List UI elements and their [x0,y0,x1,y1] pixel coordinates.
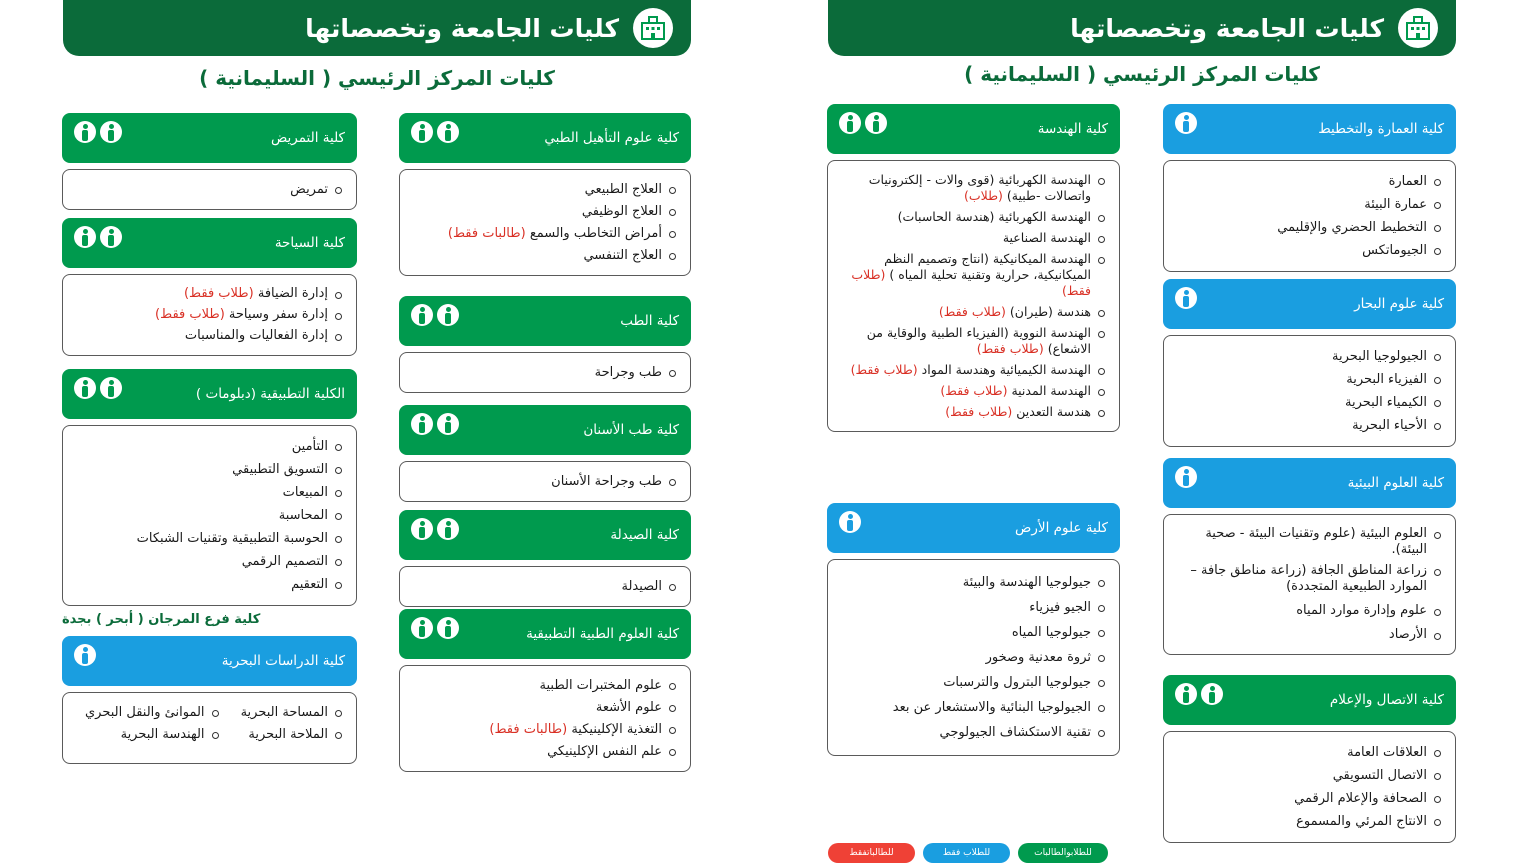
list-item: علوم المختبرات الطبية [408,677,676,694]
list-item: المساحة البحرية [241,704,342,721]
list-item: الأرصاد [1172,627,1441,643]
list-item: هندسة التعدين (طلاب فقط) [836,404,1105,420]
list-item: المحاسبة [71,507,342,524]
audience-both-icon [411,121,459,143]
college-card [62,218,357,356]
list-item: العلوم البيئية (علوم وتقنيات البيئة - صحية البيئة). [1172,526,1441,558]
audience-male-icon [1175,287,1197,309]
college-name: كلية العلوم البيئية [1347,475,1444,491]
list-item: الجيو فيزياء [836,599,1105,616]
college-name: كلية الصيدلة [610,527,679,543]
list-item: جيولوجيا البترول والترسبات [836,674,1105,691]
college-name: كلية الطب [620,313,679,329]
college-card [399,296,691,393]
list-item: طب وجراحة الأسنان [408,473,676,490]
list-item: التسويق التطبيقي [71,461,342,478]
list-item: الهندسة الصناعية [836,230,1105,246]
list-item: التصميم الرقمي [71,553,342,570]
college-card [1163,279,1456,447]
legend-both: للطلابوالطالبات [1018,843,1108,863]
list-item: عمارة البيئة [1172,196,1441,213]
college-card [399,510,691,607]
list-item: إدارة الضيافة (طلاب فقط) [71,286,342,302]
college-name: كلية العمارة والتخطيط [1318,121,1444,137]
list-item: تقنية الاستكشاف الجيولوجي [836,724,1105,741]
list-item: الهندسة المدنية (طلاب فقط) [836,383,1105,399]
list-item: الهندسة البحرية [85,726,219,743]
list-item: إدارة الفعاليات والمناسبات [71,328,342,344]
list-item: الكيمياء البحرية [1172,394,1441,411]
audience-legend [828,843,1108,863]
audience-both-icon [411,518,459,540]
college-card [62,113,357,210]
list-item: الاتصال التسويقي [1172,767,1441,784]
list-item: الموانئ والنقل البحري [85,704,219,721]
list-item: الصيدلة [408,578,676,595]
banner-title: كليات الجامعة وتخصصاتها [1070,13,1384,43]
list-item: أمراض التخاطب والسمع (طالبات فقط) [408,225,676,242]
campus-title: كليات المركز الرئيسي ( السليمانية ) [199,66,555,90]
list-item: الهندسة الكهربائية (قوى والات - إلكترونيات واتصالات -طبية) (طلاب) [836,172,1105,204]
list-item: جيولوجيا الهندسة والبيئة [836,574,1105,591]
branch-title: كلية فرع المرجان ( أبحر ) بجدة [62,612,261,627]
list-item: زراعة المناطق الجافة (زراعة مناطق جافة – الموارد الطبيعية المتجددة) [1172,563,1441,595]
list-item: طب وجراحة [408,364,676,381]
college-card [1163,458,1456,655]
college-card [399,609,691,772]
list-item: التخطيط الحضري والإقليمي [1172,219,1441,236]
college-name: كلية العلوم الطبية التطبيقية [526,626,679,642]
list-item: العلاج الوظيفي [408,203,676,220]
audience-male-icon [839,511,861,533]
list-item: تمريض [71,181,342,198]
list-item: ثروة معدنية وصخور [836,649,1105,666]
audience-male-icon [1175,112,1197,134]
college-name: كلية التمريض [271,130,345,146]
college-card [62,369,357,606]
list-item: إدارة سفر وسياحة (طلاب فقط) [71,307,342,323]
list-item: العلاج التنفسي [408,247,676,264]
banner-title: كليات الجامعة وتخصصاتها [305,13,619,43]
list-item: الهندسة الكهربائية (هندسة الحاسبات) [836,209,1105,225]
list-item: جيولوجيا المياه [836,624,1105,641]
audience-both-icon [74,377,122,399]
college-name: كلية علوم البحار [1354,296,1444,312]
audience-both-icon [74,226,122,248]
college-card [827,503,1120,756]
audience-male-icon [1175,466,1197,488]
list-item: الملاحة البحرية [241,726,342,743]
college-name: كلية الاتصال والإعلام [1329,692,1444,708]
list-item: الفيزياء البحرية [1172,371,1441,388]
college-card [399,405,691,502]
list-item: الهندسة الميكانيكية (انتاج وتصميم النظم الميكانيكية، حرارية وتقنية تحلية المياه ) (طلاب فقط) [836,251,1105,299]
college-name: الكلية التطبيقية (دبلومات ) [195,386,345,402]
list-item: علوم الأشعة [408,699,676,716]
audience-male-icon [74,644,96,666]
college-name: كلية الدراسات البحرية [221,653,345,669]
list-item: العلاقات العامة [1172,744,1441,761]
college-name: كلية علوم الأرض [1015,520,1108,536]
college-name: كلية الهندسة [1037,121,1108,137]
audience-both-icon [1175,683,1223,705]
list-item: الحوسبة التطبيقية وتقنيات الشبكات [71,530,342,547]
campus-title: كليات المركز الرئيسي ( السليمانية ) [964,62,1320,86]
list-item: العلاج الطبيعي [408,181,676,198]
audience-both-icon [839,112,887,134]
list-item: علم النفس الإكلينيكي [408,743,676,760]
list-item: المبيعات [71,484,342,501]
audience-both-icon [411,413,459,435]
legend-female-only: للطالباتفقط [828,843,915,863]
list-item: الانتاج المرئي والمسموع [1172,813,1441,830]
list-item: التعقيم [71,576,342,593]
list-item: التغذية الإكلينيكية (طالبات فقط) [408,721,676,738]
list-item: الجيوماتكس [1172,242,1441,259]
legend-male-only: للطلاب فقط [923,843,1010,863]
list-item: الأحياء البحرية [1172,417,1441,434]
college-name: كلية السياحة [274,235,345,251]
audience-both-icon [411,304,459,326]
college-name: كلية علوم التأهيل الطبي [544,130,679,146]
college-card [827,104,1120,432]
list-item: علوم وإدارة موارد المياه [1172,603,1441,619]
college-card [62,636,357,764]
college-card [1163,104,1456,272]
list-item: التأمين [71,438,342,455]
college-name: كلية طب الأسنان [583,422,679,438]
left-banner [63,0,691,56]
list-item: الجيولوجيا البحرية [1172,348,1441,365]
list-item: هندسة (طيران) (طلاب فقط) [836,304,1105,320]
college-card [1163,675,1456,843]
university-building-icon [1398,8,1438,48]
list-item: العمارة [1172,173,1441,190]
list-item: الجيولوجيا البنائية والاستشعار عن بعد [836,699,1105,716]
audience-both-icon [411,617,459,639]
list-item: الهندسة النووية (الفيزياء الطبية والوقاية من الاشعاع) (طلاب فقط) [836,325,1105,357]
college-card [399,113,691,276]
list-item: الصحافة والإعلام الرقمي [1172,790,1441,807]
university-building-icon [633,8,673,48]
list-item: الهندسة الكيميائية وهندسة المواد (طلاب فقط) [836,362,1105,378]
right-banner [828,0,1456,56]
audience-both-icon [74,121,122,143]
